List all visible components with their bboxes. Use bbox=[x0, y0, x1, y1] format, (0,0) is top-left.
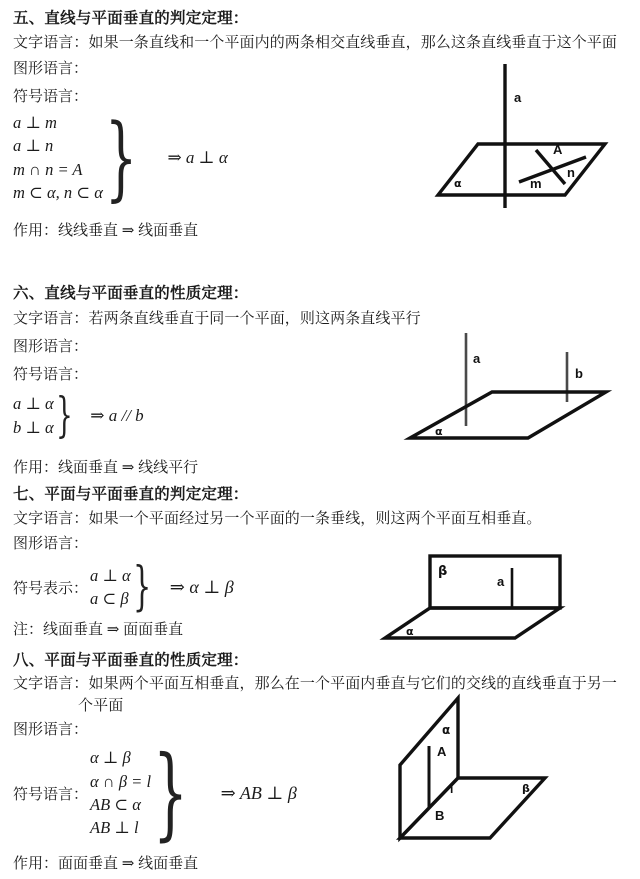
system-row: a ⊥ m bbox=[13, 113, 57, 132]
section-eight-text-language: 文字语言：如果两个平面互相垂直，那么在一个平面内垂直与它们的交线的直线垂直于另一 bbox=[13, 676, 618, 692]
section-six-text-language: 文字语言：若两条直线垂直于同一个平面，则这两条直线平行 bbox=[13, 311, 421, 327]
section-five-usage: 作用：线线垂直 ⇒ 线面垂直 bbox=[13, 223, 199, 239]
figure-label-beta: β bbox=[522, 782, 530, 795]
figure-plane-perpendicular-to-plane-criterion bbox=[375, 528, 640, 643]
figure-label-l: l bbox=[450, 782, 454, 796]
figure-two-lines-perpendicular-to-same-plane bbox=[390, 330, 640, 470]
figure-label-alpha: α bbox=[454, 177, 462, 190]
figure-label-a: a bbox=[473, 351, 481, 366]
section-six-heading: 六、直线与平面垂直的性质定理： bbox=[13, 285, 249, 302]
system-row: a ⊂ β bbox=[90, 589, 129, 609]
section-eight-usage: 作用：面面垂直 ⇒ 线面垂直 bbox=[13, 856, 199, 872]
system-row: a ⊥ n bbox=[13, 136, 54, 156]
section-eight-figure-label: 图形语言： bbox=[13, 722, 89, 738]
section-eight-heading: 八、平面与平面垂直的性质定理： bbox=[13, 652, 249, 669]
figure-label-m: m bbox=[530, 176, 542, 191]
section-five-system bbox=[13, 103, 228, 211]
system-row: α ⊥ β bbox=[90, 748, 131, 768]
system-row: AB ⊂ α bbox=[90, 795, 141, 814]
figure-label-B: B bbox=[435, 808, 445, 823]
figure-label-beta: β bbox=[438, 564, 448, 579]
system-row: m ⊂ α, n ⊂ α bbox=[13, 183, 103, 203]
section-eight-system bbox=[13, 734, 297, 851]
figure-label-alpha: α bbox=[435, 425, 443, 438]
section-eight-symbol-label: 符号语言： bbox=[13, 786, 89, 803]
figure-line-perpendicular-to-plane-criterion bbox=[390, 60, 640, 220]
section-eight-system-rows bbox=[90, 746, 151, 840]
section-five-heading: 五、直线与平面垂直的判定定理： bbox=[13, 10, 249, 27]
section-seven-system-result: ⇒ α ⊥ β bbox=[169, 576, 234, 597]
figure-label-a: a bbox=[497, 574, 505, 589]
section-five-system-rows bbox=[13, 111, 103, 205]
section-five-system-result: ⇒ a ⊥ α bbox=[167, 147, 228, 167]
system-row: AB ⊥ l bbox=[90, 818, 139, 838]
figure-label-A: A bbox=[553, 142, 563, 157]
system-row: a ⊥ α bbox=[13, 394, 54, 414]
system-brace: } bbox=[104, 103, 138, 211]
figure-label-alpha: α bbox=[406, 625, 414, 638]
system-brace: } bbox=[55, 387, 73, 443]
system-row: a ⊥ α bbox=[90, 566, 131, 586]
system-row: b ⊥ α bbox=[13, 417, 54, 437]
figure-label-A: A bbox=[437, 744, 447, 759]
system-brace: } bbox=[132, 557, 151, 617]
section-five-text-language: 文字语言：如果一条直线和一个平面内的两条相交直线垂直，那么这条直线垂直于这个平面 bbox=[13, 35, 618, 51]
figure-label-alpha: α bbox=[442, 723, 451, 737]
figure-label-a: a bbox=[514, 90, 522, 105]
figure-plane-perpendicular-property bbox=[385, 690, 640, 850]
section-eight-system-result: ⇒ AB ⊥ β bbox=[220, 782, 297, 803]
section-six-system-result: ⇒ a // b bbox=[90, 405, 144, 425]
section-six-usage: 作用：线面垂直 ⇒ 线线平行 bbox=[13, 460, 199, 476]
system-row: m ∩ n = A bbox=[13, 159, 83, 179]
section-six-symbol-label: 符号语言： bbox=[13, 367, 89, 383]
section-seven-system-rows bbox=[90, 564, 131, 611]
section-seven-usage: 注：线面垂直 ⇒ 面面垂直 bbox=[13, 622, 184, 638]
section-seven-system bbox=[13, 557, 234, 617]
section-six-system-rows bbox=[13, 392, 54, 439]
figure-label-b: b bbox=[575, 366, 583, 381]
figure-label-n: n bbox=[567, 165, 575, 180]
section-seven-symbol-label: 符号表示： bbox=[13, 580, 89, 597]
section-seven-text-language: 文字语言：如果一个平面经过另一个平面的一条垂线，则这两个平面互相垂直。 bbox=[13, 511, 542, 527]
section-five-figure-label: 图形语言： bbox=[13, 61, 89, 77]
section-six-system bbox=[13, 387, 144, 443]
section-five-symbol-label: 符号语言： bbox=[13, 89, 89, 105]
section-eight-text-language-cont: 个平面 bbox=[78, 698, 124, 714]
section-seven-heading: 七、平面与平面垂直的判定定理： bbox=[13, 486, 249, 503]
section-six-figure-label: 图形语言： bbox=[13, 339, 89, 355]
system-brace: } bbox=[153, 734, 189, 851]
system-row: α ∩ β = l bbox=[90, 771, 152, 791]
section-seven-figure-label: 图形语言： bbox=[13, 536, 89, 552]
